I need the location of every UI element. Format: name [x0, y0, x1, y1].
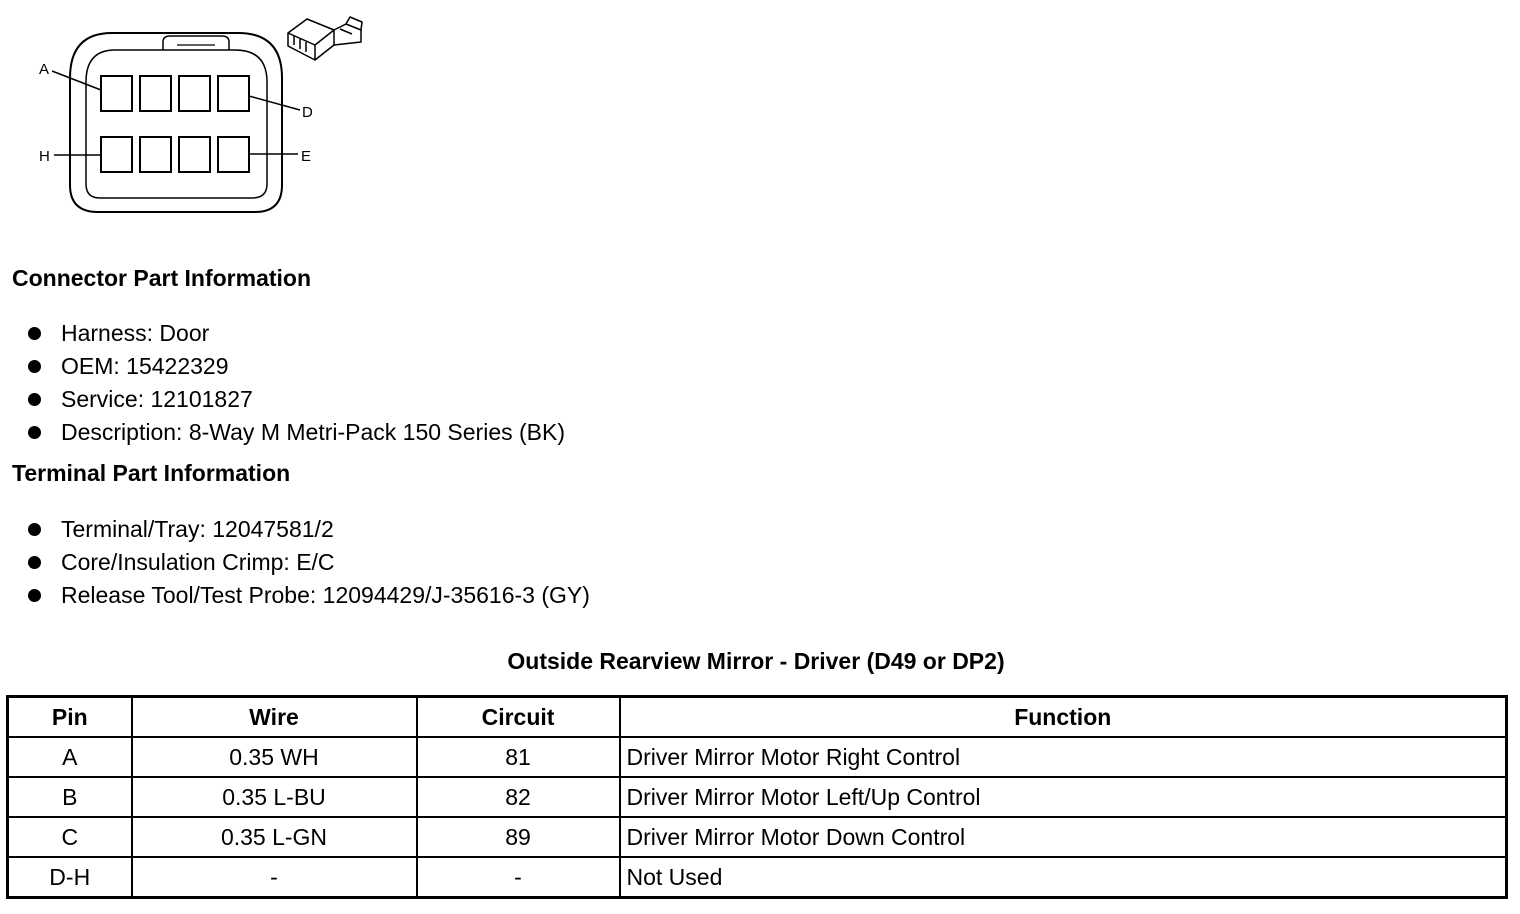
cavity-e [218, 137, 249, 172]
table-row [8, 737, 1507, 777]
cell-wire: 0.35 L-GN [132, 817, 417, 857]
cell-pin: D-H [8, 857, 132, 898]
cell-circuit: - [417, 857, 620, 898]
terminal-info-list [28, 513, 590, 612]
cell-circuit: 89 [417, 817, 620, 857]
pin-label-d: D [302, 104, 313, 121]
cell-wire: 0.35 L-BU [132, 777, 417, 817]
list-item [28, 350, 565, 383]
cell-circuit: 81 [417, 737, 620, 777]
table-row [8, 817, 1507, 857]
pin-label-h: H [39, 148, 50, 165]
list-item-text: Terminal/Tray: 12047581/2 [61, 516, 334, 542]
connector-info-heading: Connector Part Information [12, 265, 312, 291]
cell-pin: B [8, 777, 132, 817]
cell-wire: - [132, 857, 417, 898]
column-header-wire: Wire [132, 697, 417, 738]
connector-housing-inner [86, 50, 267, 198]
bullet-icon [28, 589, 41, 602]
column-header-circuit: Circuit [417, 697, 620, 738]
cell-function: Not Used [620, 857, 1507, 898]
cavity-b [140, 76, 171, 111]
list-item [28, 383, 565, 416]
list-item [28, 317, 565, 350]
cavity-d [218, 76, 249, 111]
bullet-icon [28, 556, 41, 569]
column-header-function: Function [620, 697, 1507, 738]
list-item-text: Core/Insulation Crimp: E/C [61, 549, 335, 575]
connector-3d-icon [288, 17, 362, 60]
cavity-g [140, 137, 171, 172]
bullet-icon [28, 523, 41, 536]
cavity-h [101, 137, 132, 172]
pin-label-a: A [39, 61, 50, 78]
list-item-text: OEM: 15422329 [61, 353, 229, 379]
connector-housing-outer [70, 33, 282, 212]
table-row [8, 777, 1507, 817]
column-header-pin: Pin [8, 697, 132, 738]
bullet-icon [28, 393, 41, 406]
list-item [28, 546, 590, 579]
cell-circuit: 82 [417, 777, 620, 817]
cell-function: Driver Mirror Motor Left/Up Control [620, 777, 1507, 817]
list-item [28, 416, 565, 449]
cell-function: Driver Mirror Motor Down Control [620, 817, 1507, 857]
list-item [28, 513, 590, 546]
list-item-text: Service: 12101827 [61, 386, 253, 412]
list-item-text: Release Tool/Test Probe: 12094429/J-35616-3 (GY) [61, 582, 590, 608]
cavity-c [179, 76, 210, 111]
bullet-icon [28, 426, 41, 439]
table-row [8, 857, 1507, 898]
cell-pin: A [8, 737, 132, 777]
cavity-a [101, 76, 132, 111]
cell-wire: 0.35 WH [132, 737, 417, 777]
cavity-f [179, 137, 210, 172]
table-header-row [8, 697, 1507, 738]
pin-label-e: E [301, 148, 312, 165]
bullet-icon [28, 360, 41, 373]
table-title: Outside Rearview Mirror - Driver (D49 or DP2) [507, 648, 1005, 674]
cell-pin: C [8, 817, 132, 857]
list-item-text: Description: 8-Way M Metri-Pack 150 Series (BK) [61, 419, 566, 445]
terminal-info-heading: Terminal Part Information [12, 460, 291, 486]
pinout-table [6, 695, 1508, 899]
connector-diagram [0, 0, 380, 225]
bullet-icon [28, 327, 41, 340]
connector-info-list [28, 317, 565, 449]
connector-latch [163, 36, 229, 50]
list-item [28, 579, 590, 612]
cell-function: Driver Mirror Motor Right Control [620, 737, 1507, 777]
list-item-text: Harness: Door [61, 320, 210, 346]
